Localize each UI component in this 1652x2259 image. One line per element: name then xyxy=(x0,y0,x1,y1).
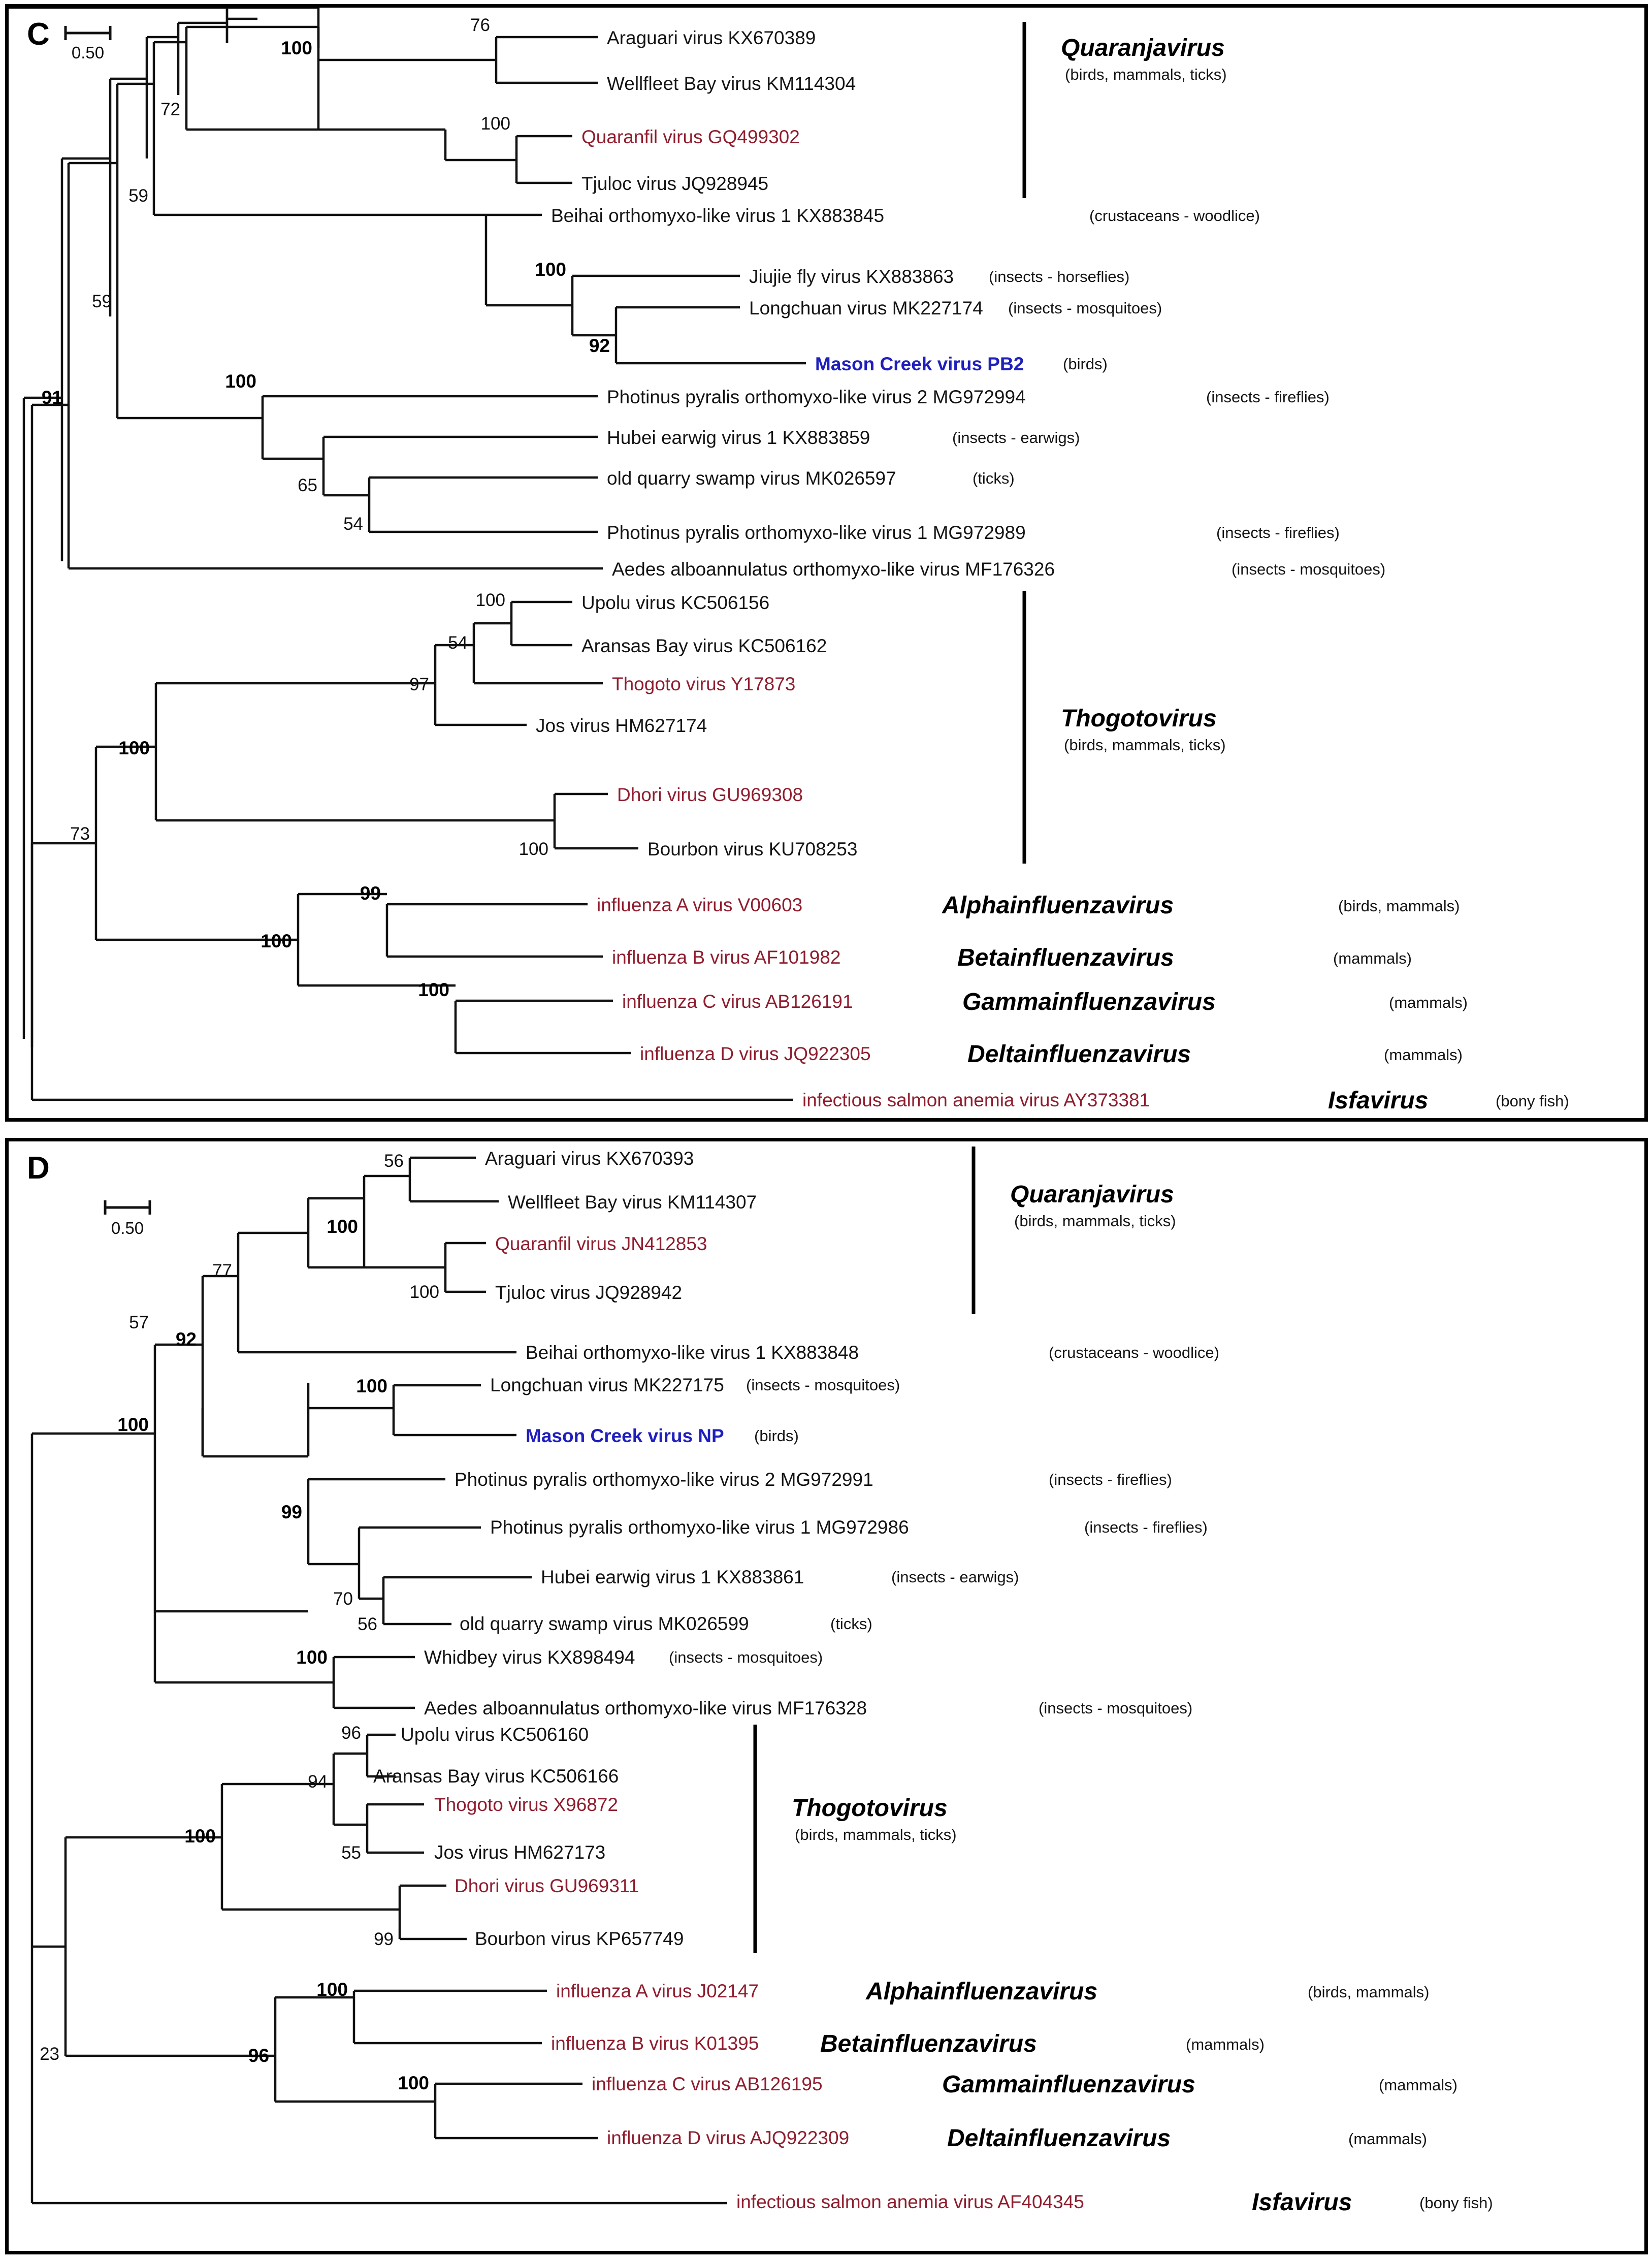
bootstrap-value: 100 xyxy=(296,1647,328,1668)
bootstrap-value: 59 xyxy=(128,186,148,206)
taxon-host: (bony fish) xyxy=(1419,2194,1493,2212)
taxon-host: (insects - mosquitoes) xyxy=(1232,560,1386,578)
taxon-label: influenza B virus AF101982 xyxy=(612,947,841,968)
tree-lines-c xyxy=(9,8,806,1100)
bootstrap-value: 70 xyxy=(333,1589,353,1609)
genus-label: Alphainfluenzavirus xyxy=(942,892,1174,919)
taxon-label: Aedes alboannulatus orthomyxo-like virus MF176326 xyxy=(612,559,1055,580)
genus-label: Betainfluenzavirus xyxy=(957,944,1174,971)
panel-c xyxy=(5,4,1648,1122)
taxon-host: (mammals) xyxy=(1384,1046,1463,1064)
genus-host-thogotovirus: (birds, mammals, ticks) xyxy=(1064,736,1226,754)
genus-groups-d xyxy=(755,1147,1176,1953)
bootstrap-value: 100 xyxy=(261,931,292,951)
taxon-host: (ticks) xyxy=(830,1615,872,1633)
bootstrap-value: 92 xyxy=(175,1329,197,1350)
bootstrap-value: 54 xyxy=(343,514,363,534)
taxon-host: (insects - mosquitoes) xyxy=(746,1376,900,1394)
genus-label: Alphainfluenzavirus xyxy=(866,1978,1098,2005)
taxon-host: (insects - mosquitoes) xyxy=(669,1648,823,1666)
bootstrap-value: 100 xyxy=(184,1826,216,1847)
taxon-label: Mason Creek virus PB2 xyxy=(815,354,1024,374)
taxon-host: (crustaceans - woodlice) xyxy=(1049,1344,1219,1361)
taxon-host: (insects - fireflies) xyxy=(1049,1471,1172,1488)
bootstrap-value: 99 xyxy=(374,1929,394,1949)
genus-label: Isfavirus xyxy=(1328,1087,1429,1114)
genus-host-quaranjavirus: (birds, mammals, ticks) xyxy=(1065,66,1227,83)
bootstrap-value: 100 xyxy=(409,1282,439,1302)
phylogenetic-tree-c xyxy=(9,8,1644,1118)
bootstrap-value: 65 xyxy=(298,475,317,495)
taxon-label: Hubei earwig virus 1 KX883861 xyxy=(541,1567,804,1587)
taxon-label: Tjuloc virus JQ928945 xyxy=(581,173,769,194)
taxon-label: influenza C virus AB126195 xyxy=(592,2074,823,2094)
taxon-host: (ticks) xyxy=(973,469,1015,487)
taxon-label: Hubei earwig virus 1 KX883859 xyxy=(607,427,870,448)
taxon-label: old quarry swamp virus MK026597 xyxy=(607,468,896,489)
taxon-label: influenza C virus AB126191 xyxy=(622,991,853,1012)
taxon-label: Beihai orthomyxo-like virus 1 KX883845 xyxy=(551,205,885,226)
taxon-label: Whidbey virus KX898494 xyxy=(424,1647,635,1668)
bootstrap-value: 96 xyxy=(248,2045,269,2066)
bootstrap-value: 59 xyxy=(92,292,112,311)
taxon-label: Beihai orthomyxo-like virus 1 KX883848 xyxy=(526,1342,859,1363)
taxon-host: (insects - earwigs) xyxy=(891,1568,1019,1586)
bootstrap-value: 100 xyxy=(535,259,566,280)
taxon-host: (birds, mammals) xyxy=(1338,897,1460,915)
genus-host-quaranjavirus: (birds, mammals, ticks) xyxy=(1014,1212,1176,1230)
phylogenetic-tree-d xyxy=(9,1141,1644,2251)
taxon-label: Photinus pyralis orthomyxo-like virus 1 MG972989 xyxy=(607,522,1026,543)
taxon-label: Thogoto virus Y17873 xyxy=(612,674,796,694)
bootstrap-values-d xyxy=(40,1151,439,2093)
taxon-label: Quaranfil virus JN412853 xyxy=(495,1233,707,1254)
taxon-label: Photinus pyralis orthomyxo-like virus 1 MG972986 xyxy=(490,1517,909,1538)
bootstrap-value: 55 xyxy=(341,1843,361,1863)
genus-label-thogotovirus: Thogotovirus xyxy=(792,1795,948,1822)
genus-host-thogotovirus: (birds, mammals, ticks) xyxy=(795,1826,957,1843)
taxon-label: infectious salmon anemia virus AF404345 xyxy=(736,2191,1084,2212)
scale-label-c: 0.50 xyxy=(71,43,105,62)
taxon-label: Thogoto virus X96872 xyxy=(434,1794,619,1815)
taxon-host: (birds, mammals) xyxy=(1308,1983,1430,2001)
scale-bar-c xyxy=(66,26,110,40)
taxon-label: Wellfleet Bay virus KM114307 xyxy=(508,1192,757,1213)
taxon-label: Aransas Bay virus KC506166 xyxy=(373,1766,619,1787)
taxon-label: Aedes alboannulatus orthomyxo-like virus MF176328 xyxy=(424,1698,867,1719)
taxon-label: infectious salmon anemia virus AY373381 xyxy=(802,1090,1150,1110)
bootstrap-value: 100 xyxy=(475,590,505,610)
scale-label-d: 0.50 xyxy=(111,1219,144,1237)
bootstrap-value: 56 xyxy=(384,1151,404,1171)
taxon-label: Jiujie fly virus KX883863 xyxy=(749,266,954,287)
taxon-label: Dhori virus GU969311 xyxy=(455,1875,639,1896)
bootstrap-values-c xyxy=(42,15,610,1000)
taxon-label: influenza A virus V00603 xyxy=(597,895,803,915)
bootstrap-value: 23 xyxy=(40,2044,59,2064)
taxon-host: (insects - mosquitoes) xyxy=(1039,1699,1193,1717)
taxon-host: (insects - mosquitoes) xyxy=(1008,299,1162,317)
taxon-label: Wellfleet Bay virus KM114304 xyxy=(607,73,856,94)
genus-label-quaranjavirus: Quaranjavirus xyxy=(1061,35,1225,61)
taxon-label: Photinus pyralis orthomyxo-like virus 2 MG972994 xyxy=(607,387,1026,407)
taxon-host: (birds) xyxy=(1063,355,1108,373)
bootstrap-value: 99 xyxy=(360,883,381,904)
taxon-label: influenza D virus AJQ922309 xyxy=(607,2127,850,2148)
taxon-label: influenza B virus K01395 xyxy=(551,2033,759,2054)
taxon-label: Bourbon virus KP657749 xyxy=(475,1928,684,1949)
bootstrap-value: 100 xyxy=(519,839,548,859)
bootstrap-value: 73 xyxy=(70,824,90,844)
panel-d-letter: D xyxy=(27,1151,50,1186)
genus-label-thogotovirus: Thogotovirus xyxy=(1061,705,1217,732)
bootstrap-value: 100 xyxy=(118,738,150,758)
bootstrap-value: 92 xyxy=(589,335,610,356)
bootstrap-value: 72 xyxy=(160,100,180,119)
taxon-host: (mammals) xyxy=(1379,2076,1457,2094)
bootstrap-value: 100 xyxy=(225,371,256,392)
genus-label: Isfavirus xyxy=(1252,2189,1352,2216)
taxon-label: old quarry swamp virus MK026599 xyxy=(460,1613,749,1634)
panel-d xyxy=(5,1138,1648,2254)
bootstrap-value: 100 xyxy=(480,114,510,134)
taxon-label: influenza D virus JQ922305 xyxy=(640,1043,871,1064)
taxon-host: (mammals) xyxy=(1389,994,1468,1011)
bootstrap-value: 91 xyxy=(41,387,62,408)
genus-label: Betainfluenzavirus xyxy=(820,2030,1037,2057)
genus-label: Deltainfluenzavirus xyxy=(967,1041,1191,1068)
genus-label: Gammainfluenzavirus xyxy=(942,2071,1195,2098)
bootstrap-value: 77 xyxy=(212,1261,232,1281)
taxon-label: Quaranfil virus GQ499302 xyxy=(581,126,800,147)
taxon-label: Mason Creek virus NP xyxy=(526,1425,724,1446)
taxon-host: (insects - horseflies) xyxy=(989,268,1130,285)
taxon-host: (mammals) xyxy=(1333,949,1412,967)
taxon-label: Dhori virus GU969308 xyxy=(617,784,803,805)
taxon-host: (insects - fireflies) xyxy=(1084,1518,1208,1536)
scale-bar-d xyxy=(105,1200,150,1215)
taxon-host: (mammals) xyxy=(1186,2035,1265,2053)
panel-c-letter: C xyxy=(27,17,50,52)
bootstrap-value: 100 xyxy=(356,1376,387,1396)
taxon-label: Araguari virus KX670393 xyxy=(485,1148,694,1169)
taxon-host: (bony fish) xyxy=(1496,1092,1569,1110)
bootstrap-value: 100 xyxy=(281,38,312,58)
bootstrap-value: 57 xyxy=(129,1313,149,1332)
bootstrap-value: 76 xyxy=(470,15,490,35)
taxon-label: Tjuloc virus JQ928942 xyxy=(495,1282,683,1303)
taxon-host: (insects - fireflies) xyxy=(1216,524,1340,542)
bootstrap-value: 100 xyxy=(117,1414,149,1435)
bootstrap-value: 100 xyxy=(418,979,449,1000)
taxon-labels-c xyxy=(536,27,1569,1114)
taxon-host: (mammals) xyxy=(1348,2130,1427,2148)
taxon-label: Upolu virus KC506156 xyxy=(581,592,770,613)
taxon-label: Bourbon virus KU708253 xyxy=(647,839,858,860)
taxon-label: Upolu virus KC506160 xyxy=(401,1724,589,1745)
taxon-host: (birds) xyxy=(754,1427,799,1445)
taxon-label: Jos virus HM627173 xyxy=(434,1842,606,1863)
bootstrap-value: 99 xyxy=(281,1502,302,1522)
genus-label-quaranjavirus: Quaranjavirus xyxy=(1010,1181,1174,1208)
taxon-label: Longchuan virus MK227175 xyxy=(490,1375,724,1395)
taxon-label: Photinus pyralis orthomyxo-like virus 2 MG972991 xyxy=(455,1469,873,1490)
bootstrap-value: 100 xyxy=(316,1979,348,2000)
taxon-labels-d xyxy=(373,1148,1493,2216)
bootstrap-value: 56 xyxy=(358,1614,377,1634)
taxon-label: Araguari virus KX670389 xyxy=(607,27,816,48)
taxon-label: Longchuan virus MK227174 xyxy=(749,298,983,319)
bootstrap-value: 100 xyxy=(398,2073,429,2093)
taxon-host: (insects - fireflies) xyxy=(1206,388,1330,406)
genus-label: Gammainfluenzavirus xyxy=(962,989,1216,1015)
tree-branches-c xyxy=(24,8,257,1039)
bootstrap-value: 54 xyxy=(448,633,468,653)
taxon-host: (insects - earwigs) xyxy=(952,429,1080,447)
taxon-label: Jos virus HM627174 xyxy=(536,715,707,736)
taxon-label: influenza A virus J02147 xyxy=(556,1981,759,2001)
bootstrap-value: 100 xyxy=(327,1216,358,1237)
bootstrap-value: 97 xyxy=(409,675,429,694)
taxon-label: Aransas Bay virus KC506162 xyxy=(581,635,827,656)
taxon-host: (crustaceans - woodlice) xyxy=(1089,207,1260,225)
genus-label: Deltainfluenzavirus xyxy=(947,2125,1171,2152)
bootstrap-value: 94 xyxy=(308,1772,328,1792)
bootstrap-value: 96 xyxy=(341,1723,361,1743)
